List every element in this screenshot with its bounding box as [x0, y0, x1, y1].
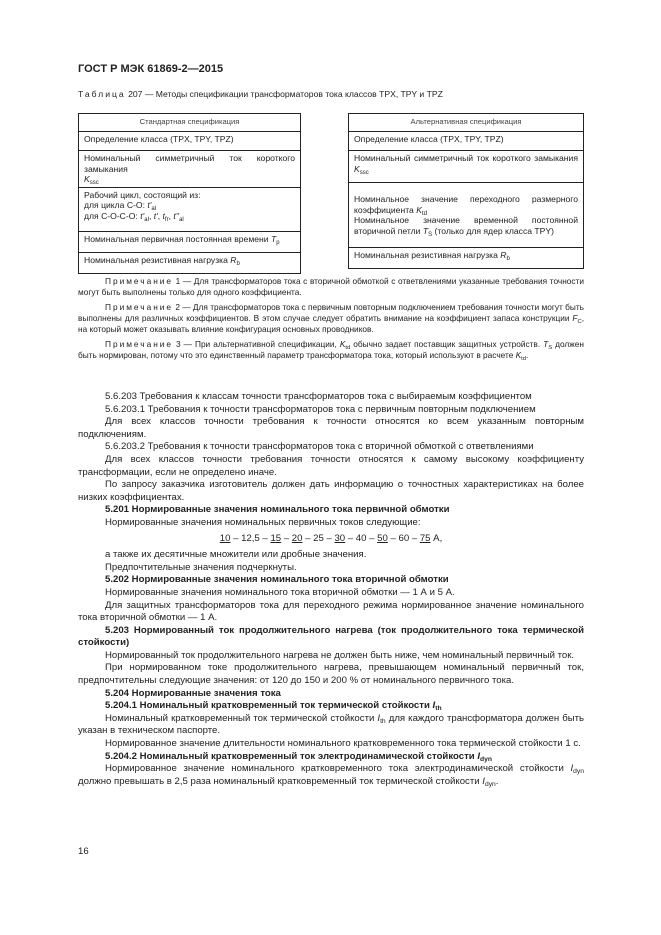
paragraph: Для всех классов точности требования точности относятся к самому высокому коэффициенту трансформации, если не определено иначе. — [78, 453, 584, 478]
subscript: b — [236, 260, 240, 267]
subscript: dyn — [484, 780, 496, 788]
symbol: t' — [153, 210, 158, 221]
paragraph: Нормированные значения номинальных первичных токов следующие: — [105, 516, 421, 528]
table-cell — [79, 132, 301, 151]
symbol: T — [543, 339, 549, 349]
paragraph: 5.6.203 Требования к классам точности трансформаторов тока с выбираемым коэффициентом — [105, 391, 532, 402]
symbol: K — [354, 163, 360, 174]
standard-spec-header: Стандартная спецификация — [79, 114, 301, 132]
underlined-value: 20 — [291, 532, 303, 544]
notes-section — [78, 276, 584, 365]
table-cell — [79, 231, 301, 252]
table-caption-label: Таблица — [78, 89, 126, 99]
symbol: R — [500, 250, 507, 260]
alternative-spec-table — [348, 113, 584, 269]
subscript: td — [421, 210, 427, 217]
subscript: p — [276, 239, 280, 246]
note-label: Примечание — [105, 339, 174, 349]
cell-line: Номинальная первичная постоянная времени $T_p$ — [84, 233, 280, 246]
paragraph: По запросу заказчика изготовитель должен дать информацию о точностных характеристиках на более низких коэффициентах. — [78, 479, 584, 503]
subscript: al — [179, 216, 184, 223]
paragraph: 5.6.203.2 Требования к точности трансформаторов тока с вторичной обмоткой с ответвлениями — [105, 441, 534, 453]
subscript: al — [151, 206, 157, 212]
subscript: al — [144, 216, 149, 223]
subscript: S — [428, 231, 433, 238]
subscript: ssc — [89, 180, 99, 186]
subscript: fr — [164, 216, 169, 223]
cell-line: Рабочий цикл, состоящий из: — [84, 189, 201, 200]
underlined-value: 75 — [419, 532, 431, 544]
symbol: T — [270, 233, 277, 244]
symbol: K — [416, 204, 422, 215]
section-heading: 5.201 Нормированные значения номинального тока первичной обмотки — [105, 504, 450, 516]
paragraph: 5.6.203.1 Требования к точности трансформаторов тока с первичным повторным подключением — [105, 403, 536, 415]
subscript: td — [345, 345, 351, 351]
page-number: 16 — [78, 846, 89, 857]
symbol: t — [162, 210, 165, 221]
paragraph: Предпочтительные значения подчеркнуты. — [105, 561, 297, 573]
subscript: ssc — [359, 169, 369, 176]
subscript: th — [435, 705, 442, 713]
cell-line — [84, 174, 295, 185]
paragraph: При нормированном токе продолжительного нагрева, превышающем номинальный первичный ток, предпочтительны следующие значения: от 120 до 150 и 200 % от номинального первичного тока. — [78, 662, 584, 687]
cell-line: Номинальный симметричный ток короткого замыкания $K_{ssc}$ — [354, 153, 578, 176]
subscript: b — [506, 256, 510, 262]
body-text — [78, 391, 584, 788]
symbol: I — [570, 763, 574, 775]
symbol: t' — [147, 200, 152, 210]
symbol: K — [84, 174, 90, 184]
table-caption — [78, 89, 443, 99]
symbol: R — [230, 254, 237, 265]
subscript: C — [577, 319, 582, 325]
paragraph: Нормированное значение длительности номинального кратковременного тока термической стойкости 1 с. — [105, 738, 581, 750]
subscript: th — [380, 717, 386, 725]
note: Примечание 1 — Для трансформаторов тока с вторичной обмоткой с ответвлениями указанные требования точности могут быть выполнены только для одного коэффициента. — [78, 276, 584, 297]
table-cell — [79, 151, 301, 188]
section-heading: 5.204.2 Номинальный кратковременный ток электродинамической стойкости $I_{dyn}$ — [105, 750, 492, 763]
note: Примечание 2 — Для трансформаторов тока с первичным повторным подключением требования точности могут быть выполнены для различных коэффициентов. В этом случае следует обратить внимание на коэффициент запаса конструкции $F_C$, на который может оказывать влияние конфигурация основных проводников. — [78, 302, 584, 334]
alternative-spec-header: Альтернативная спецификация — [349, 114, 584, 132]
symbol: I — [377, 712, 381, 724]
paragraph: Для всех классов точности требования к точности относятся ко всем указанным повторным подключениям. — [78, 416, 584, 440]
paragraph: а также их десятичные множители или дробные значения. — [105, 549, 367, 561]
paragraph: Для защитных трансформаторов тока для переходного режима нормированное значение номинального тока вторичной обмотки — 1 А. — [78, 599, 584, 624]
section-heading: 5.202 Нормированные значения номинального тока вторичной обмотки — [105, 574, 449, 586]
table-cell — [349, 248, 584, 269]
cell-line: Номинальный симметричный ток короткого замыкания — [84, 153, 295, 174]
symbol: I — [482, 775, 485, 787]
symbol: t' — [140, 210, 145, 221]
cell-line: Номинальная резистивная нагрузка $R_b$ — [354, 250, 510, 262]
cell-line: Определение класса (TPX, TPY, TPZ) — [84, 134, 234, 144]
table-cell — [349, 183, 584, 248]
symbol: K — [515, 350, 522, 360]
note: Примечание 3 — При альтернативной спецификации, $K_{td}$ обычно задает поставщик защитных устройств. $T_S$ должен быть нормирован, потому что это единственный параметр трансформатора тока, который используют в расчете $K_{td}$. — [78, 339, 584, 362]
symbol: I — [432, 700, 436, 712]
paragraph: 10 – 12,5 – 15 – 20 – 25 – 30 – 40 – 50 – 60 – 75 А, — [219, 532, 443, 544]
symbol: F — [572, 313, 578, 323]
symbol: t'' — [173, 210, 180, 221]
note-label: Примечание — [105, 276, 174, 286]
section-heading: 5.204 Нормированные значения тока — [105, 687, 281, 699]
cell-line: для С-О-С-О: $t'_{al}$, t', $t_{fr}$, $t''_{al}$ — [84, 210, 184, 223]
underlined-value: 30 — [334, 532, 346, 544]
underlined-value: 15 — [270, 532, 282, 544]
underlined-value: 50 — [377, 532, 388, 544]
note-label: Примечание — [105, 302, 174, 312]
subscript: dyn — [480, 755, 492, 763]
document-header: ГОСТ Р МЭК 61869-2—2015 — [78, 63, 224, 75]
table-cell — [349, 151, 584, 183]
standard-spec-table — [78, 113, 301, 274]
symbol: T — [422, 225, 429, 236]
paragraph: Нормированные значения номинального тока вторичной обмотки — 1 А и 5 А. — [105, 586, 455, 598]
cell-line: Номинальное значение временной постоянной вторичной петли $T_S$ (только для ядер класса TPY) — [354, 215, 578, 238]
underlined-value: 10 — [219, 532, 231, 544]
paragraph: Нормированный ток продолжительного нагрева не должен быть ниже, чем номинальный первичный ток. — [105, 649, 575, 661]
subscript: dyn — [573, 768, 584, 776]
paragraph: Нормированное значение номинального кратковременного тока электродинамической стойкости $I_{dyn}$ должно превышать в 2,5 раза номинальный кратковременный ток термической стойкости $I_{dyn}$. — [78, 763, 584, 788]
table-cell — [79, 252, 301, 273]
cell-line: Номинальная резистивная нагрузка $R_b$ — [84, 254, 240, 267]
table-caption-text: 207 — Методы спецификации трансформаторов тока классов TPX, TPY и TPZ — [125, 89, 443, 99]
subscript: S — [548, 345, 553, 351]
table-cell — [79, 187, 301, 231]
cell-line: Определение класса (TPX, TPY, TPZ) — [354, 134, 504, 144]
symbol: I — [477, 750, 481, 762]
cell-line: для цикла С-О: $t'_{al}$ — [84, 200, 157, 212]
section-heading: 5.204.1 Номинальный кратковременный ток термической стойкости $I_{th}$ — [105, 700, 442, 713]
subscript: td — [521, 356, 527, 362]
table-cell — [349, 132, 584, 151]
cell-line: Номинальное значение переходного размерного коэффициента $K_{td}$ — [354, 194, 578, 217]
section-heading: 5.203 Нормированный ток продолжительного нагрева (ток продолжительного тока термической стойкости) — [78, 624, 584, 649]
paragraph: Номинальный кратковременный ток термической стойкости $I_{th}$ для каждого трансформатора должен быть указан в техническом паспорте. — [78, 712, 584, 737]
symbol: K — [339, 339, 346, 349]
